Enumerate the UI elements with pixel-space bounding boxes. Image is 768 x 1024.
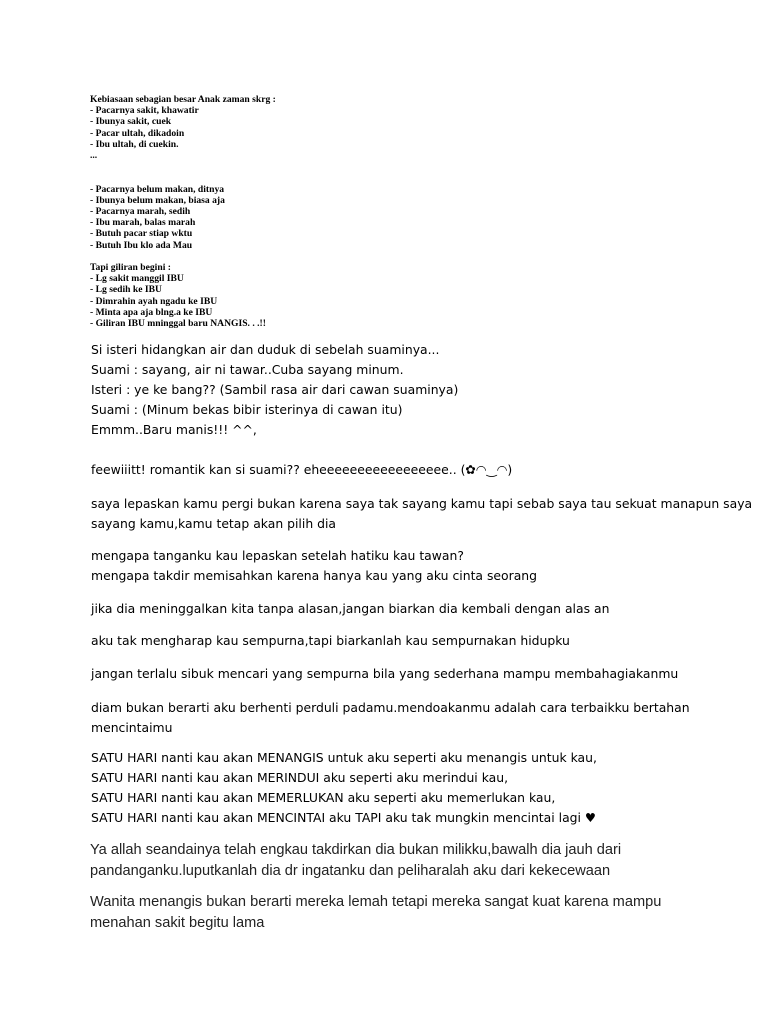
list-line: Kebiasaan sebagian besar Anak zaman skrg :	[90, 94, 276, 105]
list-line: - Lg sedih ke IBU	[90, 284, 162, 296]
paragraph-one-day	[91, 748, 691, 828]
list-line: - Pacarnya marah, sedih	[90, 206, 191, 217]
list-line: - Giliran IBU mninggal baru NANGIS. . .!!	[90, 318, 266, 330]
text-line: menahan sakit begitu lama	[90, 915, 265, 931]
text-line: Ya allah seandainya telah engkau takdirkan dia bukan milikku,bawalh dia jauh dari	[90, 842, 622, 858]
text-line: saya lepaskan kamu pergi bukan karena saya tak sayang kamu tapi sebab saya tau sekuat manapun saya	[91, 496, 753, 511]
text-line: diam bukan berarti aku berhenti perduli padamu.mendoakanmu adalah cara terbaikku bertahan	[91, 700, 690, 715]
list-line: - Pacarnya sakit, khawatir	[90, 105, 199, 117]
text-line: Suami : (Minum bekas bibir isterinya di cawan itu)	[91, 402, 403, 417]
paragraph-prayer	[90, 840, 690, 882]
paragraph-silence	[91, 698, 691, 738]
paragraph-why	[91, 546, 691, 586]
list-line: Tapi giliran begini :	[90, 262, 171, 273]
text-line: SATU HARI nanti kau akan MERINDUI aku seperti aku merindui kau,	[91, 770, 509, 785]
list-line: - Ibu marah, balas marah	[90, 217, 196, 229]
text-line: SATU HARI nanti kau akan MENCINTAI aku TAPI aku tak mungkin mencintai lagi ♥	[91, 810, 597, 825]
paragraph-perfect	[91, 631, 691, 651]
text-line: Isteri : ye ke bang?? (Sambil rasa air dari cawan suaminya)	[91, 382, 459, 397]
text-line: mengapa takdir memisahkan karena hanya kau yang aku cinta seorang	[91, 568, 538, 583]
list-line: ...	[90, 150, 98, 162]
list-line: - Ibunya sakit, cuek	[90, 116, 172, 128]
text-line: SATU HARI nanti kau akan MENANGIS untuk aku seperti aku menangis untuk kau,	[91, 750, 597, 765]
list-line: - Pacar ultah, dikadoin	[90, 127, 185, 139]
text-line: SATU HARI nanti kau akan MEMERLUKAN aku seperti aku memerlukan kau,	[91, 790, 556, 805]
spacer	[90, 161, 730, 172]
text-line: mencintaimu	[91, 720, 173, 735]
list-line: - Ibunya belum makan, biasa aja	[90, 194, 225, 206]
paragraph-women	[90, 892, 690, 934]
text-line: Wanita menangis bukan berarti mereka lemah tetapi mereka sangat kuat karena mampu	[90, 894, 662, 910]
text-line: sayang kamu,kamu tetap akan pilih dia	[91, 516, 337, 531]
list-line: - Minta apa aja blng.a ke IBU	[90, 306, 213, 318]
text-line: Emmm..Baru manis!!! ^^,	[91, 422, 257, 437]
text-line: aku tak mengharap kau sempurna,tapi biarkanlah kau sempurnakan hidupku	[91, 633, 570, 648]
paragraph-simple	[91, 664, 691, 684]
habits-list	[90, 94, 730, 329]
list-line: - Pacarnya belum makan, ditnya	[90, 183, 225, 195]
spacer	[90, 172, 730, 183]
paragraph-letting-go	[91, 494, 753, 534]
text-line: mengapa tanganku kau lepaskan setelah hatiku kau tawan?	[91, 548, 464, 563]
paragraph-leaving	[91, 599, 691, 619]
text-line: pandanganku.luputkanlah dia dr ingatanku dan peliharalah aku dari kekecewaan	[90, 863, 611, 879]
paragraph-dialogue	[91, 340, 691, 440]
text-line: feewiiitt! romantik kan si suami?? eheeeeeeeeeeeeeeeee.. (✿◠‿◠)	[91, 462, 513, 477]
text-line: Suami : sayang, air ni tawar..Cuba sayang minum.	[91, 362, 404, 377]
text-line: jangan terlalu sibuk mencari yang sempurna bila yang sederhana mampu membahagiakanmu	[91, 666, 679, 681]
list-line: - Ibu ultah, di cuekin.	[90, 138, 179, 150]
text-line: Si isteri hidangkan air dan duduk di sebelah suaminya...	[91, 342, 440, 357]
list-line: - Lg sakit manggil IBU	[90, 273, 184, 285]
text-line: jika dia meninggalkan kita tanpa alasan,jangan biarkan dia kembali dengan alas an	[91, 601, 610, 616]
list-line: - Butuh Ibu klo ada Mau	[90, 239, 193, 251]
list-line: - Butuh pacar stiap wktu	[90, 228, 193, 240]
spacer	[90, 251, 730, 262]
list-line: - Dimrahin ayah ngadu ke IBU	[90, 295, 218, 307]
paragraph-romantic	[91, 460, 691, 480]
